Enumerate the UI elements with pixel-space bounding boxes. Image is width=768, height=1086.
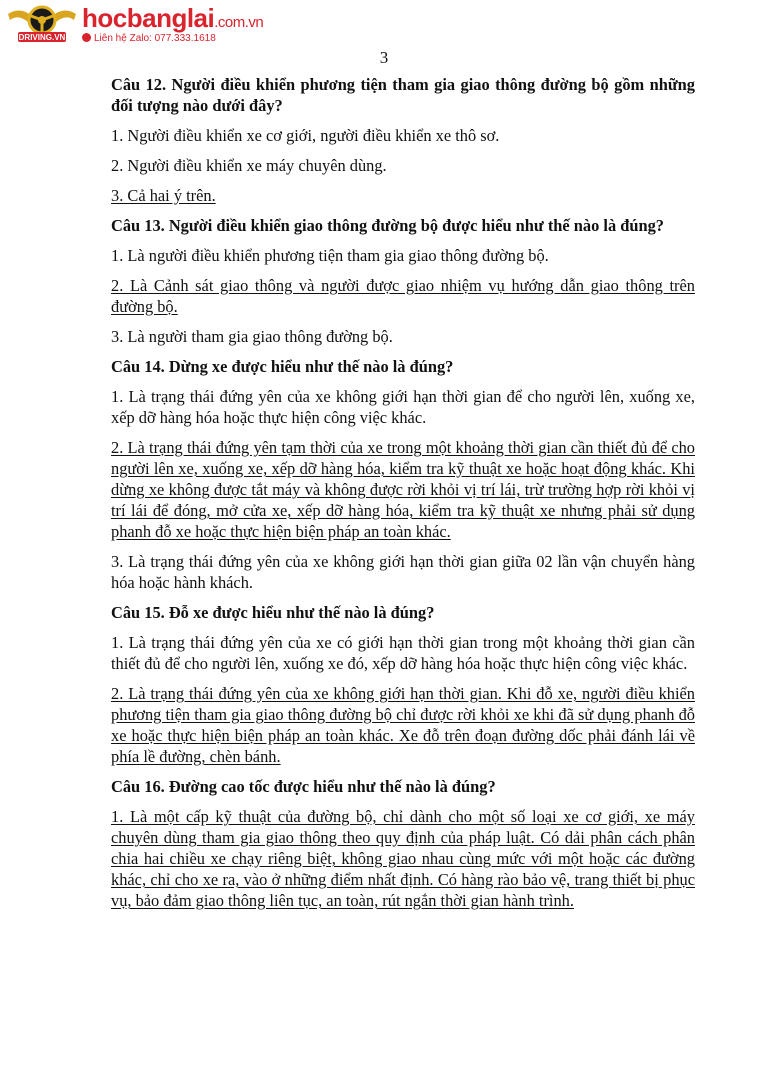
question-text: Câu 16. Đường cao tốc được hiểu như thế nào là đúng? — [111, 777, 496, 796]
answer-option: 2. Người điều khiển xe máy chuyên dùng. — [111, 156, 387, 175]
question-text: Câu 12. Người điều khiển phương tiện tham gia giao thông đường bộ gồm những đối tượng nào dưới đây? — [111, 75, 695, 115]
question-list — [111, 74, 695, 920]
badge-text: DRIVING.VN — [18, 33, 66, 42]
answer-option-correct: 1. Là một cấp kỹ thuật của đường bộ, chỉ dành cho một số loại xe cơ giới, xe máy chuyên dùng tham gia giao thông theo quy định của pháp luật. Có dải phân cách phân chia hai chiều xe chạy riêng biệt, không giao nhau cùng mức với một hoặc các đường khác, chỉ cho xe ra, vào ở những điểm nhất định. Có hàng rào bảo vệ, trang thiết bị phục vụ, bảo đảm giao thông liên tục, an toàn, rút ngắn thời gian hành trình. — [111, 807, 695, 910]
answer-option-correct: 2. Là trạng thái đứng yên của xe không giới hạn thời gian. Khi đỗ xe, người điều khiển phương tiện tham gia giao thông đường bộ chỉ được rời khỏi xe khi đã sử dụng phanh đỗ xe hoặc thực hiện biện pháp an toàn khác. Xe đỗ trên đoạn đường dốc phải đánh lái về phía lề đường, chèn bánh. — [111, 684, 695, 766]
answer-option-correct: 2. Là Cảnh sát giao thông và người được giao nhiệm vụ hướng dẫn giao thông trên đường bộ. — [111, 276, 695, 316]
answer-option: 3. Là trạng thái đứng yên của xe không giới hạn thời gian giữa 02 lần vận chuyển hàng hóa hoặc hành khách. — [111, 552, 695, 592]
answer-option: 1. Là trạng thái đứng yên của xe có giới hạn thời gian trong một khoảng thời gian cần thiết đủ để cho người lên, xuống xe đó, xếp dỡ hàng hóa hoặc thực hiện công việc khác. — [111, 633, 695, 673]
question-text: Câu 14. Dừng xe được hiểu như thế nào là đúng? — [111, 357, 454, 376]
steering-wheel-logo-icon — [6, 4, 78, 44]
brand-domain: .com.vn — [214, 13, 264, 31]
answer-option: 1. Người điều khiển xe cơ giới, người điều khiển xe thô sơ. — [111, 126, 500, 145]
brand-name: hocbanglai — [82, 2, 215, 33]
question-text: Câu 13. Người điều khiển giao thông đường bộ được hiểu như thế nào là đúng? — [111, 216, 664, 235]
answer-option: 1. Là người điều khiển phương tiện tham gia giao thông đường bộ. — [111, 246, 549, 265]
phone-icon — [82, 33, 91, 42]
answer-option-correct: 3. Cả hai ý trên. — [111, 186, 216, 205]
page-number: 3 — [379, 48, 389, 67]
site-logo[interactable] — [6, 4, 263, 44]
answer-option: 1. Là trạng thái đứng yên của xe không giới hạn thời gian để cho người lên, xuống xe, xếp dỡ hàng hóa hoặc thực hiện công việc khác. — [111, 387, 695, 427]
question-text: Câu 15. Đỗ xe được hiểu như thế nào là đúng? — [111, 603, 435, 622]
answer-option-correct: 2. Là trạng thái đứng yên tạm thời của xe trong một khoảng thời gian cần thiết đủ để cho người lên xe, xuống xe, xếp dỡ hàng hóa, kiểm tra kỹ thuật xe hoặc hoạt động khác. Khi dừng xe không được tắt máy và không được rời khỏi vị trí lái, trừ trường hợp rời khỏi vị trí lái để đóng, mở cửa xe, xếp dỡ hàng hóa, kiểm tra kỹ thuật xe nhưng phải sử dụng phanh đỗ xe hoặc thực hiện biện pháp an toàn khác. — [111, 438, 695, 541]
contact-text: Liên hệ Zalo: 077.333.1618 — [94, 32, 216, 44]
answer-option: 3. Là người tham gia giao thông đường bộ. — [111, 327, 393, 346]
